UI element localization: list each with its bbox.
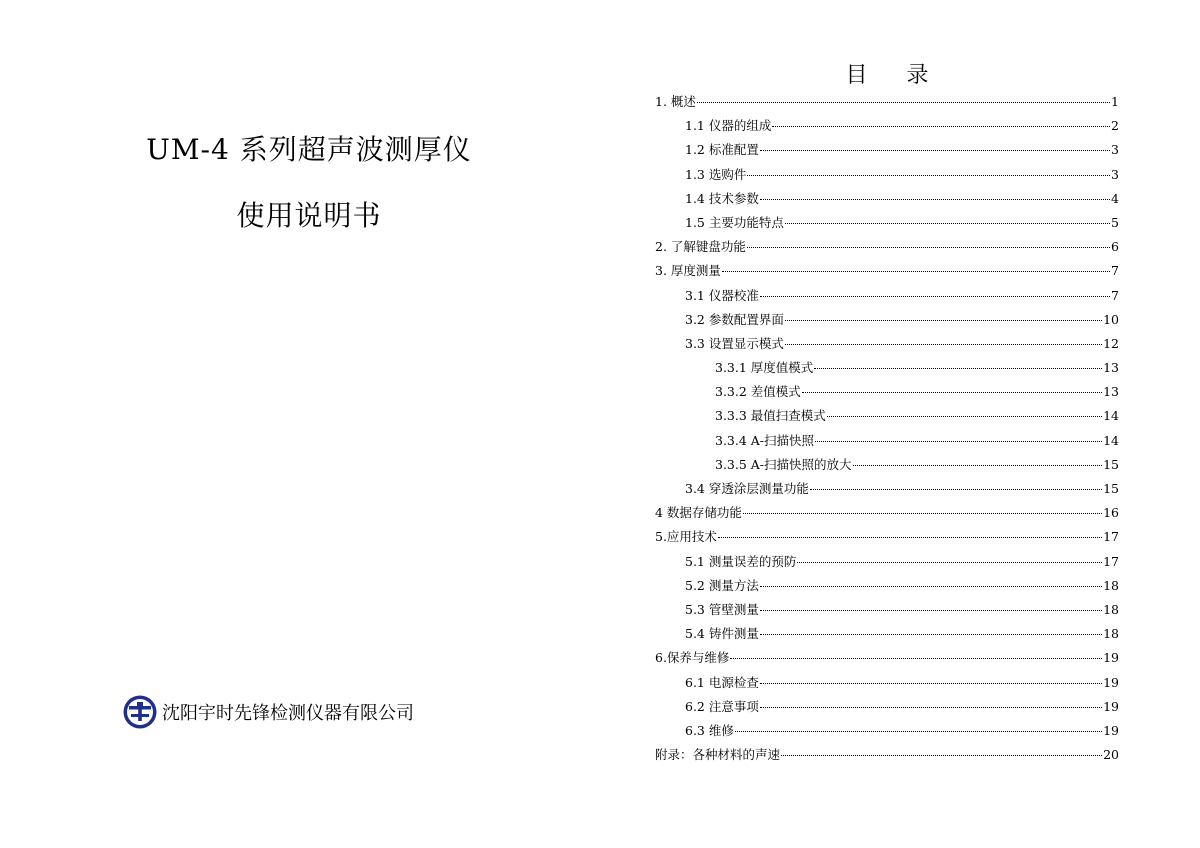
toc-entry-label: 3.3.1 厚度值模式	[715, 360, 814, 376]
manual-title: UM-4 系列超声波测厚仪	[146, 133, 472, 166]
toc-entry-label: 3.3.2 差值模式	[715, 384, 801, 400]
toc-entry[interactable]	[655, 358, 1119, 382]
toc-entry[interactable]	[655, 527, 1119, 551]
toc-entry-label: 1.4 技术参数	[685, 190, 759, 206]
toc-entry[interactable]	[655, 189, 1119, 213]
toc-entry[interactable]	[655, 406, 1119, 430]
toc-dot-leader	[802, 392, 1102, 393]
toc-entry-page: 14	[1103, 432, 1119, 448]
toc-entry-label: 5.1 测量误差的预防	[685, 553, 797, 569]
toc-entry[interactable]	[655, 140, 1119, 164]
toc-entry-label: 3.3 设置显示模式	[685, 335, 784, 351]
toc-entry-label: 附录：各种材料的声速	[655, 747, 781, 763]
toc-entry-page: 19	[1103, 650, 1119, 666]
toc-dot-leader	[772, 126, 1110, 127]
toc-entry-label: 1. 概述	[655, 94, 696, 109]
toc-heading: 目 录	[845, 63, 945, 88]
toc-entry[interactable]	[655, 92, 1119, 116]
toc-dot-leader	[747, 175, 1110, 176]
toc-entry-page: 17	[1103, 553, 1119, 569]
company-name: 沈阳宇时先锋检测仪器有限公司	[162, 703, 414, 724]
toc-entry[interactable]	[655, 576, 1119, 600]
toc-entry-page: 4	[1111, 190, 1119, 206]
toc-entry[interactable]	[655, 213, 1119, 237]
toc-entry-label: 1.2 标准配置	[685, 142, 759, 158]
toc-entry-page: 18	[1103, 601, 1119, 617]
toc-entry[interactable]	[655, 673, 1119, 697]
toc-entry-label: 5.应用技术	[655, 529, 717, 545]
toc-entry-label: 3.2 参数配置界面	[685, 311, 784, 327]
toc-entry-page: 15	[1103, 456, 1119, 472]
toc-entry-page: 13	[1103, 384, 1119, 400]
toc-entry[interactable]	[655, 237, 1119, 261]
toc-dot-leader	[722, 271, 1110, 272]
table-of-contents	[655, 92, 1119, 769]
toc-dot-leader	[760, 707, 1102, 708]
toc-dot-leader	[814, 368, 1102, 369]
toc-entry[interactable]	[655, 479, 1119, 503]
toc-entry[interactable]	[655, 721, 1119, 745]
toc-entry-page: 18	[1103, 577, 1119, 593]
manual-subtitle: 使用说明书	[236, 199, 382, 232]
toc-entry[interactable]	[655, 552, 1119, 576]
toc-dot-leader	[760, 586, 1102, 587]
toc-dot-leader	[760, 150, 1110, 151]
toc-entry[interactable]	[655, 286, 1119, 310]
toc-entry[interactable]	[655, 503, 1119, 527]
toc-entry-page: 7	[1111, 287, 1119, 303]
toc-entry-label: 1.3 选购件	[685, 166, 747, 182]
toc-entry-page: 15	[1103, 481, 1119, 496]
company-logo-icon	[122, 694, 158, 730]
toc-entry-page: 1	[1111, 94, 1119, 109]
toc-entry-label: 3.4 穿透涂层测量功能	[685, 481, 809, 496]
toc-entry-page: 2	[1111, 118, 1119, 134]
toc-dot-leader	[760, 296, 1110, 297]
toc-entry-page: 13	[1103, 360, 1119, 376]
toc-entry[interactable]	[655, 261, 1119, 285]
toc-dot-leader	[743, 513, 1102, 514]
toc-entry-page: 10	[1103, 311, 1119, 327]
toc-dot-leader	[760, 683, 1102, 684]
toc-entry-label: 2. 了解键盘功能	[655, 239, 746, 255]
toc-entry-page: 19	[1103, 698, 1119, 714]
toc-entry-label: 3.3.3 最值扫查模式	[715, 408, 826, 424]
toc-dot-leader	[797, 562, 1102, 563]
toc-dot-leader	[853, 465, 1103, 466]
toc-entry-label: 6.保养与维修	[655, 650, 730, 666]
toc-entry[interactable]	[655, 431, 1119, 455]
toc-dot-leader	[827, 416, 1102, 417]
toc-entry-page: 3	[1111, 166, 1119, 182]
company-block	[122, 694, 414, 730]
toc-dot-leader	[718, 537, 1102, 538]
toc-entry-page: 3	[1111, 142, 1119, 158]
toc-entry-page: 20	[1103, 747, 1119, 763]
toc-entry-label: 5.3 管壁测量	[685, 601, 759, 617]
toc-entry-page: 17	[1103, 529, 1119, 545]
toc-entry-page: 7	[1111, 263, 1119, 279]
toc-entry-page: 19	[1103, 674, 1119, 690]
toc-dot-leader	[760, 634, 1102, 635]
toc-entry-label: 1.1 仪器的组成	[685, 118, 772, 134]
toc-dot-leader	[747, 247, 1110, 248]
toc-entry[interactable]	[655, 624, 1119, 648]
toc-dot-leader	[781, 755, 1102, 756]
toc-dot-leader	[815, 441, 1102, 442]
toc-dot-leader	[730, 658, 1102, 659]
toc-entry-page: 6	[1111, 239, 1119, 255]
toc-entry-label: 3.1 仪器校准	[685, 287, 759, 303]
toc-entry-label: 5.4 铸件测量	[685, 626, 759, 642]
toc-entry-label: 3. 厚度测量	[655, 263, 721, 279]
toc-dot-leader	[697, 102, 1110, 103]
toc-entry[interactable]	[655, 334, 1119, 358]
toc-entry[interactable]	[655, 745, 1119, 769]
toc-entry-label: 6.3 维修	[685, 722, 734, 738]
toc-entry[interactable]	[655, 310, 1119, 334]
toc-dot-leader	[760, 610, 1102, 611]
toc-entry[interactable]	[655, 165, 1119, 189]
toc-dot-leader	[785, 344, 1102, 345]
toc-entry-page: 16	[1103, 505, 1119, 521]
toc-entry-label: 6.2 注意事项	[685, 698, 759, 714]
toc-entry[interactable]	[655, 697, 1119, 721]
toc-entry-label: 4 数据存储功能	[655, 505, 742, 521]
toc-entry-label: 3.3.4 A-扫描快照	[715, 432, 815, 448]
toc-entry-page: 12	[1103, 335, 1119, 351]
toc-entry-page: 5	[1111, 214, 1119, 230]
toc-entry[interactable]	[655, 382, 1119, 406]
toc-entry-label: 6.1 电源检查	[685, 674, 759, 690]
toc-entry-label: 1.5 主要功能特点	[685, 214, 784, 230]
toc-entry-page: 18	[1103, 626, 1119, 642]
toc-entry-label: 5.2 测量方法	[685, 577, 759, 593]
toc-dot-leader	[760, 199, 1110, 200]
toc-entry[interactable]	[655, 116, 1119, 140]
toc-dot-leader	[785, 320, 1102, 321]
toc-entry[interactable]	[655, 600, 1119, 624]
toc-dot-leader	[785, 223, 1110, 224]
toc-entry-label: 3.3.5 A-扫描快照的放大	[715, 456, 852, 472]
toc-entry[interactable]	[655, 455, 1119, 479]
toc-entry-page: 14	[1103, 408, 1119, 424]
toc-entry[interactable]	[655, 648, 1119, 672]
toc-dot-leader	[810, 489, 1102, 490]
toc-dot-leader	[735, 731, 1102, 732]
toc-entry-page: 19	[1103, 722, 1119, 738]
